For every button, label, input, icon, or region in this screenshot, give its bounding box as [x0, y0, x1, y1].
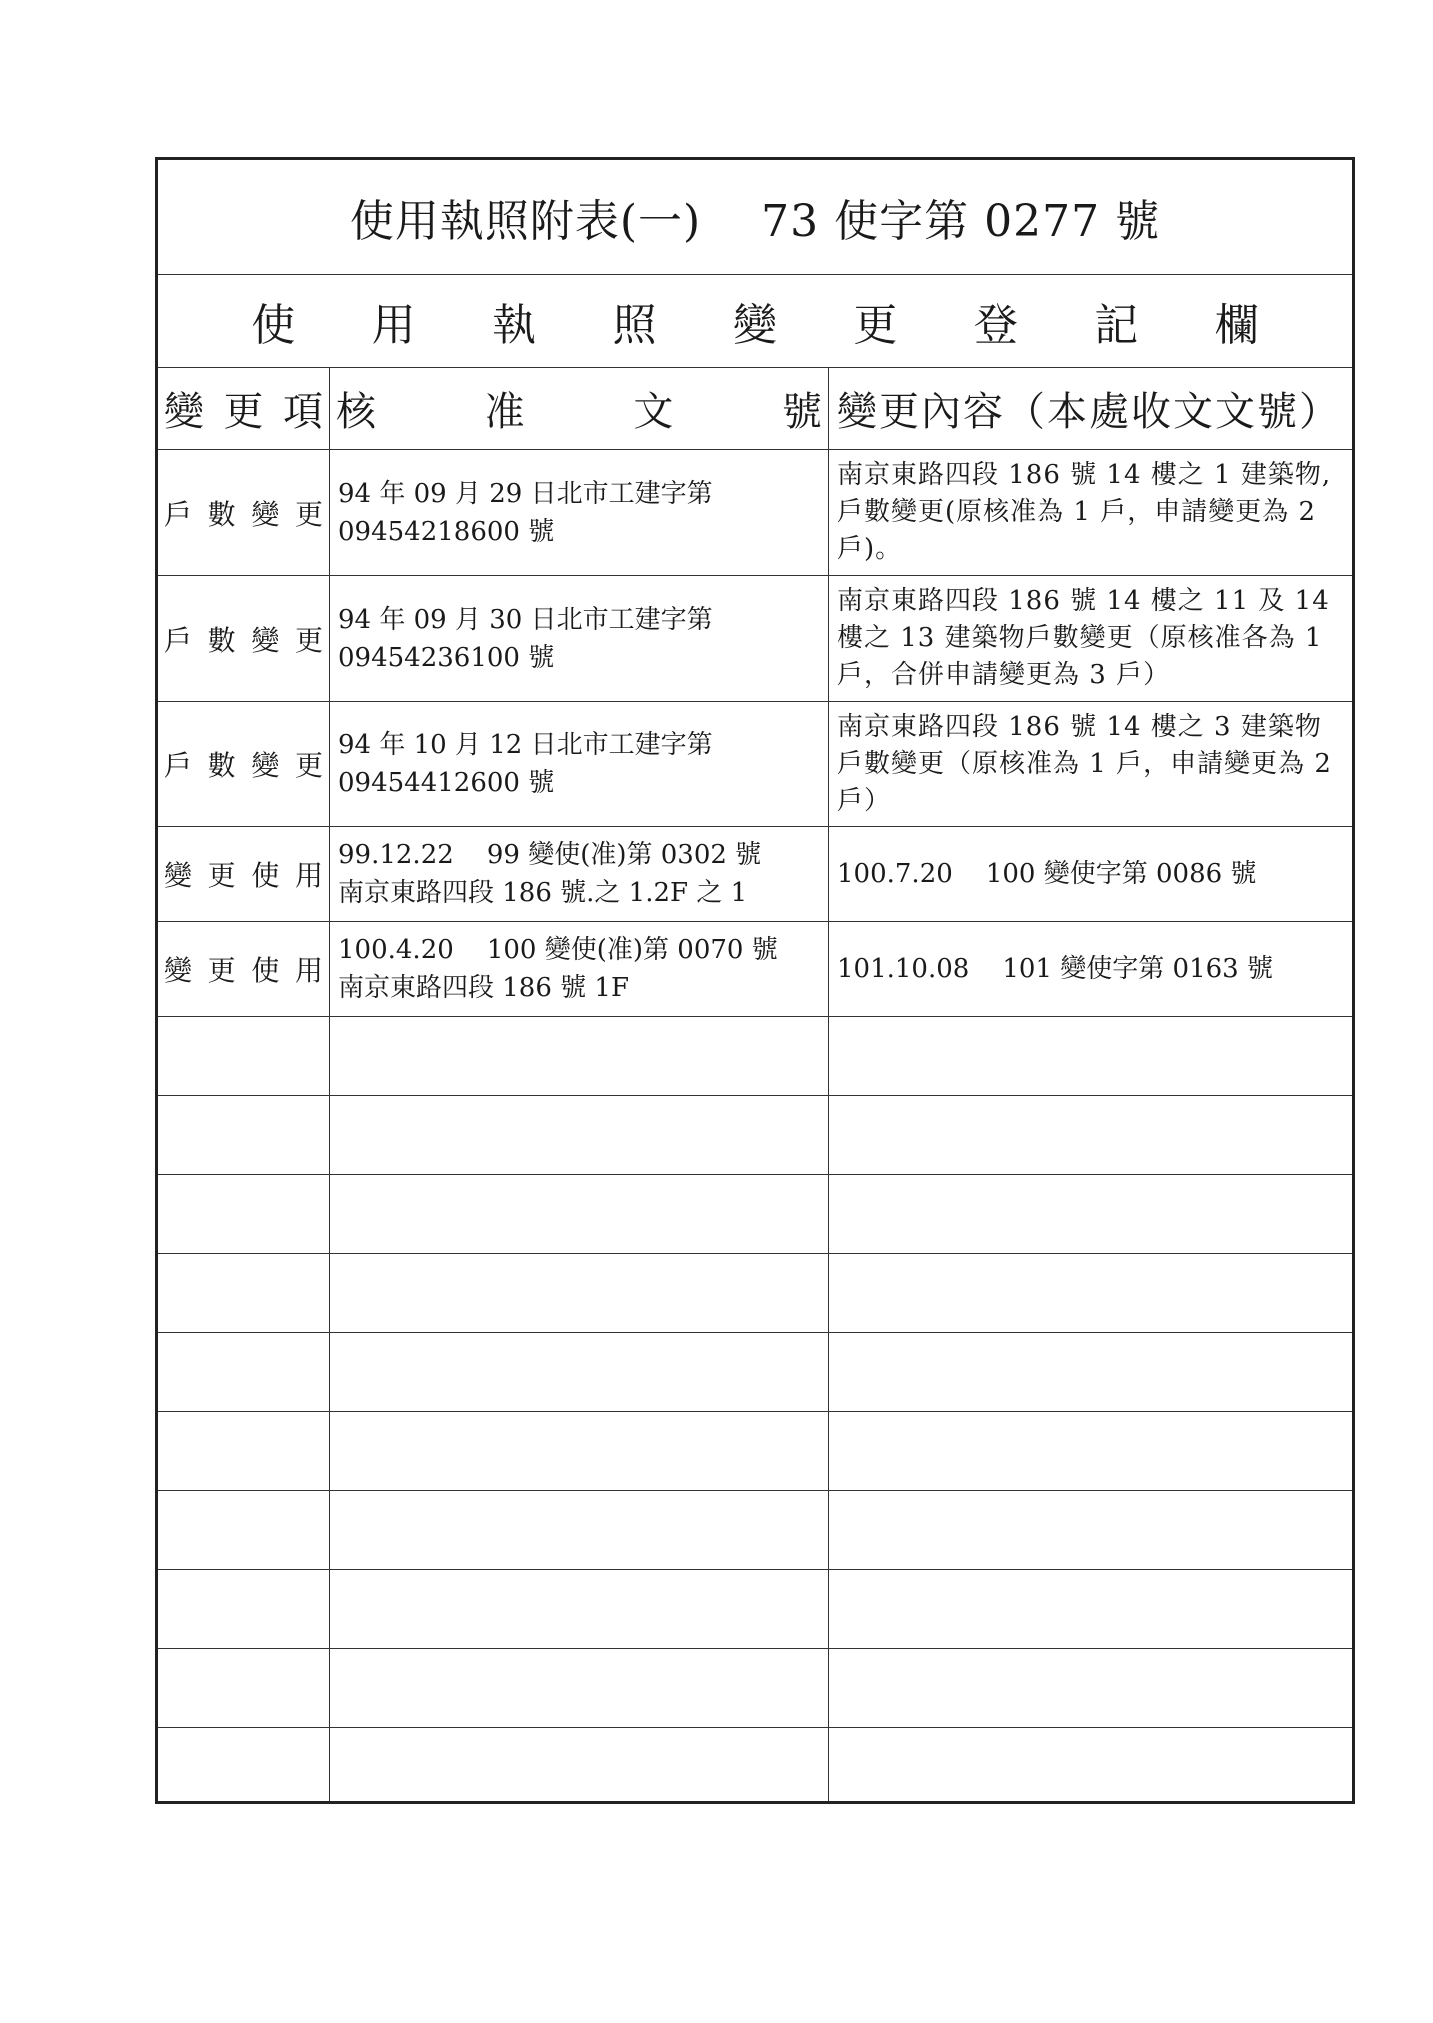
heading-char: 照: [612, 300, 657, 351]
change-content: 南京東路四段 186 號 14 樓之 11 及 14 樓之 13 建築物戶數變更（原核准各為 1 戶，合併申請變更為 3 戶）: [837, 586, 1330, 690]
table-row: [158, 827, 1352, 922]
heading-char: 使: [251, 300, 296, 351]
approval-number: 99.12.22 99 變使(准)第 0302 號 南京東路四段 186 號.之 1.2F 之 1: [330, 827, 829, 921]
heading-char: 登: [973, 300, 1018, 351]
heading-char: 變: [732, 300, 777, 351]
empty-row: [158, 1649, 1352, 1728]
change-type: 變 更 使 用: [158, 922, 330, 1016]
change-content: 南京東路四段 186 號 14 樓之 3 建築物戶數變更（原核准為 1 戶，申請變更為 2 戶）: [837, 711, 1332, 816]
heading-char: 更: [853, 300, 898, 351]
empty-row: [158, 1017, 1352, 1096]
table-row: [158, 702, 1352, 827]
empty-row: [158, 1570, 1352, 1649]
heading-char: 用: [371, 300, 416, 351]
empty-row: [158, 1254, 1352, 1333]
column-header-type: 變 更 項: [158, 368, 330, 449]
section-heading: [158, 275, 1352, 368]
change-content: 101.10.08 101 變使字第 0163 號: [837, 953, 1273, 984]
column-header-row: [158, 368, 1352, 450]
approval-number: 94 年 10 月 12 日北市工建字第 09454412600 號: [330, 702, 829, 826]
change-type: 戶 數 變 更: [158, 450, 330, 575]
change-type: 戶 數 變 更: [158, 576, 330, 701]
empty-row: [158, 1491, 1352, 1570]
empty-row: [158, 1333, 1352, 1412]
change-content: 南京東路四段 186 號 14 樓之 1 建築物,戶數變更(原核准為 1 戶，申請變更為 2 戶)。: [837, 460, 1332, 564]
approval-number: 94 年 09 月 29 日北市工建字第 09454218600 號: [330, 450, 829, 575]
change-registration-table: [155, 157, 1355, 1804]
table-row: [158, 576, 1352, 702]
table-row: [158, 450, 1352, 576]
table-row: [158, 922, 1352, 1017]
column-header-approval: 核 准 文 號: [330, 368, 829, 449]
title-row: [158, 160, 1352, 275]
heading-char: 記: [1094, 300, 1139, 351]
empty-row: [158, 1412, 1352, 1491]
heading-char: 欄: [1214, 300, 1259, 351]
column-header-content: 變更內容（本處收文文號）: [837, 389, 1341, 435]
approval-number: 94 年 09 月 30 日北市工建字第 09454236100 號: [330, 576, 829, 701]
heading-char: 執: [492, 300, 537, 351]
change-content: 100.7.20 100 變使字第 0086 號: [837, 858, 1257, 889]
change-type: 變 更 使 用: [158, 827, 330, 921]
change-type: 戶 數 變 更: [158, 702, 330, 826]
empty-row: [158, 1175, 1352, 1254]
empty-row: [158, 1096, 1352, 1175]
document-title: 使用執照附表(一) 73 使字第 0277 號: [349, 196, 1161, 247]
approval-number: 100.4.20 100 變使(准)第 0070 號 南京東路四段 186 號 1F: [330, 922, 829, 1016]
empty-row: [158, 1728, 1352, 1801]
